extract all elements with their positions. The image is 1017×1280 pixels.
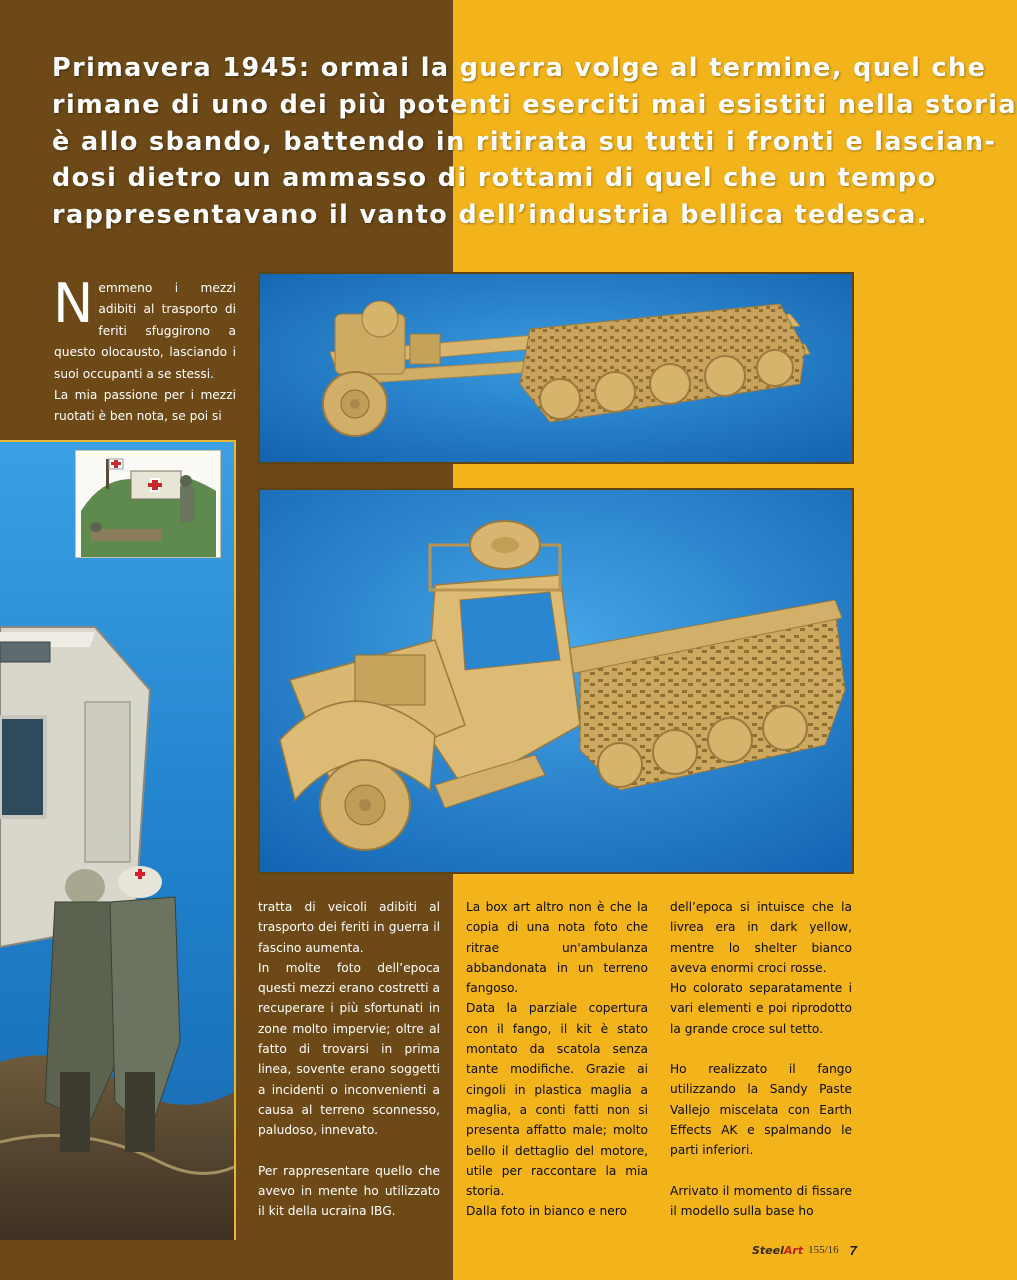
paragraph: In molte foto dell’epoca questi mezzi erano costretti a recuperare i più sfortunati in zone molto impervie; oltre al fatto di trovarsi in prima linea, sovente erano soggetti a incidenti o inconvenienti a causa al terreno sconnesso, paludoso, innevato. [258,960,440,1138]
intro-text [53,272,236,428]
intro-paragraph: La mia passione per i mezzi ruotati è ben nota, se poi si [54,388,236,424]
page-footer [752,1238,870,1262]
headline-line: dosi dietro un ammasso di rottami di quel che un tempo [52,163,937,194]
paragraph: Dalla foto in bianco e nero [466,1204,627,1219]
paragraph: dell’epoca si intuisce che la livrea era in dark yellow, mentre lo shelter bianco aveva enormi croci rosse. [670,900,852,975]
chassis-photo [258,272,854,464]
issue-number: 155/16 [808,1244,839,1256]
paragraph: Ho colorato separatamente i vari elementi e poi riprodotto la grande croce sul tetto. [670,981,852,1036]
paragraph: Per rappresentare quello che avevo in mente ho utilizzato il kit della ucraina IBG. [258,1163,440,1219]
diorama-photo [0,440,236,1240]
dropcap: N [53,272,94,335]
headline-line: è allo sbando, battendo in ritirata su tutti i fronti e lascian- [52,126,997,157]
article-column-1 [258,897,440,1221]
intro-paragraph: emmeno i mezzi adibiti al trasporto di feriti sfuggirono a questo olocausto, lasciando i suoi occupanti a se stessi. [54,281,236,381]
box-art-inset [75,450,221,558]
logo-accent: Art [783,1243,804,1257]
article-column-3 [670,897,852,1221]
paragraph: Ho realizzato il fango utilizzando la Sandy Paste Vallejo miscelata con Earth Effects AK e spalmando le parti inferiori. [670,1062,852,1158]
magazine-logo [752,1244,803,1257]
article-column-2 [466,897,648,1222]
page-number: 7 [849,1242,857,1258]
logo-main: Steel [752,1243,784,1257]
truck-photo [258,488,854,874]
paragraph: Arrivato il momento di fissare il modello sulla base ho [670,1183,852,1218]
headline [52,50,1017,234]
paragraph: tratta di veicoli adibiti al trasporto dei feriti in guerra il fascino aumenta. [258,900,440,955]
headline-line: rimane di uno dei più potenti eserciti mai esistiti nella storia [52,89,1017,120]
headline-line: Primavera 1945: ormai la guerra volge al termine, quel che [52,53,987,83]
paragraph: La box art altro non è che la copia di una nota foto che ritrae un'ambulanza abbandonata in un terreno fangoso. [466,900,648,996]
paragraph: Data la parziale copertura con il fango, il kit è stato montato da scatola senza tante modifiche. Grazie ai cingoli in plastica maglia a maglia, a conti fatti non si presenta affatto male; molto bello il dettaglio del motore, utile per raccontare la mia storia. [466,1001,648,1199]
headline-line: rappresentavano il vanto dell’industria bellica tedesca. [52,200,928,231]
